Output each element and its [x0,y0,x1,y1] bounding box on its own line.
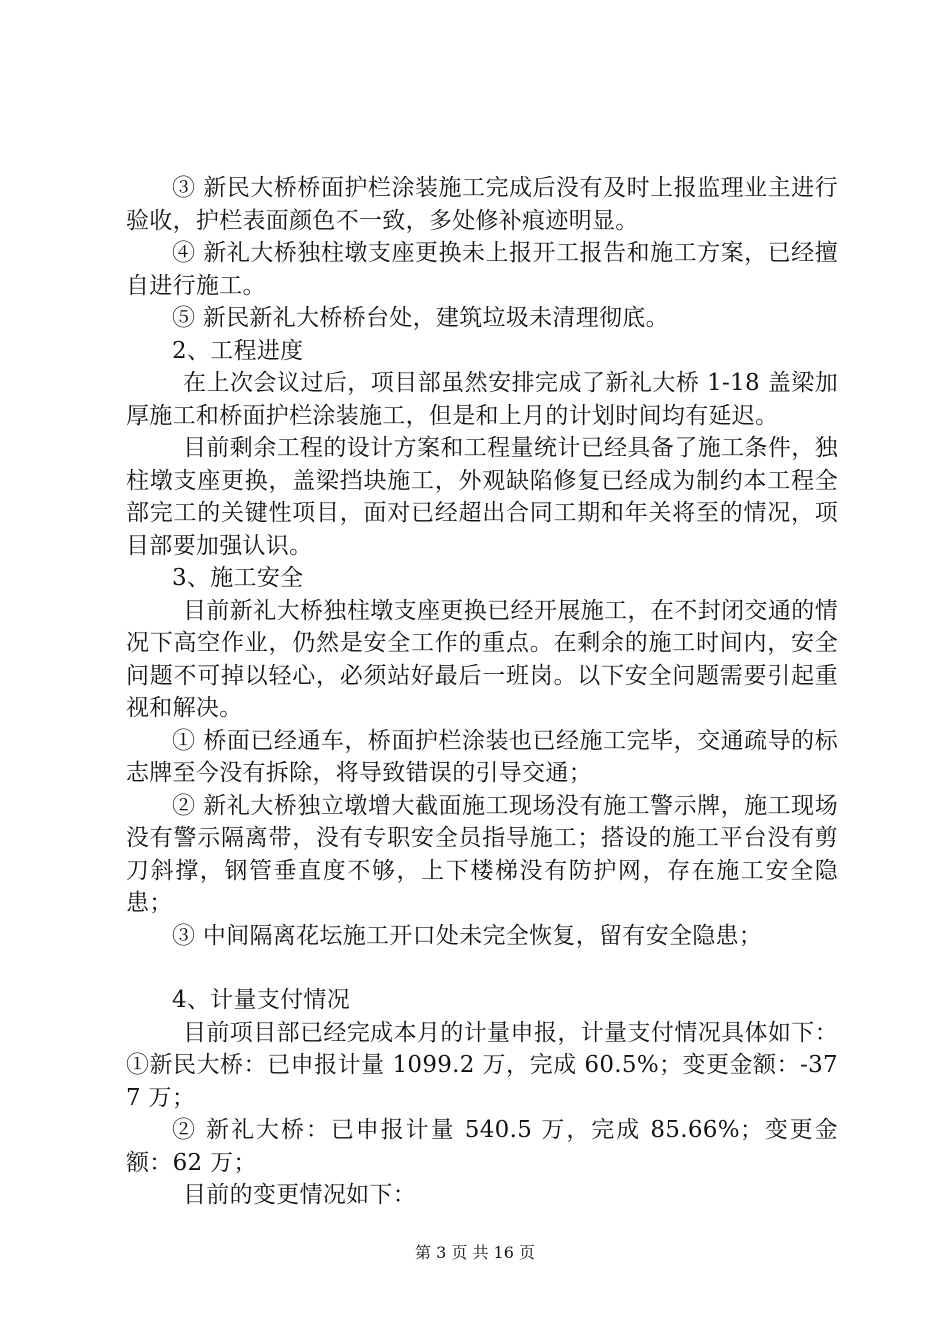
paragraph-item-5-issue: ⑤ 新民新礼大桥桥台处，建筑垃圾未清理彻底。 [172,305,669,331]
blank-line [126,952,838,984]
section-heading-progress: 2、工程进度 [172,337,304,364]
paragraph-item-3-issue: ③ 新民大桥桥面护栏涂装施工完成后没有及时上报监理业主进行验收，护栏表面颜色不一致，多处修补痕迹明显。 [126,175,838,234]
section-heading-safety: 3、施工安全 [172,565,304,591]
paragraph-safety-item-2: ② 新礼大桥独立墩增大截面施工现场没有施工警示牌，施工现场没有警示隔离带，没有专职安全员指导施工；搭设的施工平台没有剪刀斜撑，钢管垂直度不够，上下楼梯没有防护网，存在施工安全隐患； [126,792,838,916]
paragraph-safety-intro: 目前新礼大桥独柱墩支座更换已经开展施工，在不封闭交通的情况下高空作业，仍然是安全工作的重点。在剩余的施工时间内，安全问题不可掉以轻心，必须站好最后一班岗。以下安全问题需要引起重视和解决。 [126,597,838,721]
paragraph-progress-1: 在上次会议过后，项目部虽然安排完成了新礼大桥 1-18 盖梁加厚施工和桥面护栏涂装施工，但是和上月的计划时间均有延迟。 [126,370,838,429]
paragraph-payment-2: ② 新礼大桥：已申报计量 540.5 万，完成 85.66%；变更金额：62 万； [126,1117,838,1176]
paragraph-item-4-issue: ④ 新礼大桥独柱墩支座更换未上报开工报告和施工方案，已经擅自进行施工。 [126,240,838,299]
paragraph-changes-intro: 目前的变更情况如下： [183,1182,416,1208]
paragraph-payment-1: 目前项目部已经完成本月的计量申报，计量支付情况具体如下：①新民大桥：已申报计量 1099.2 万，完成 60.5%；变更金额：-377 万； [126,1019,838,1111]
document-body [126,172,838,1212]
page-footer: 第 3 页 共 16 页 [415,1243,535,1262]
section-heading-payment: 4、计量支付情况 [172,987,351,1013]
paragraph-safety-item-3: ③ 中间隔离花坛施工开口处未完全恢复，留有安全隐患； [172,922,763,949]
paragraph-safety-item-1: ① 桥面已经通车，桥面护栏涂装也已经施工完毕，交通疏导的标志牌至今没有拆除，将导致错误的引导交通； [126,727,838,786]
paragraph-progress-2: 目前剩余工程的设计方案和工程量统计已经具备了施工条件，独柱墩支座更换，盖梁挡块施工，外观缺陷修复已经成为制约本工程全部完工的关键性项目，面对已经超出合同工期和年关将至的情况，项目部要加强认识。 [126,435,838,559]
